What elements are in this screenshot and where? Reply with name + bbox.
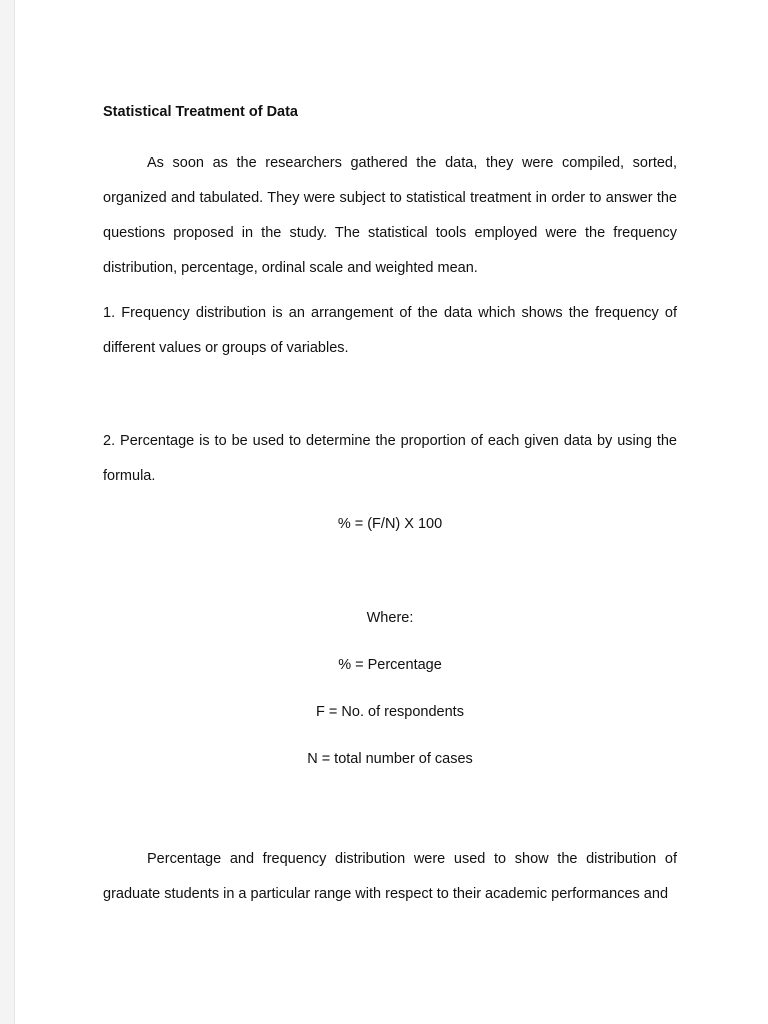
definition-f: F = No. of respondents	[316, 704, 464, 720]
list-item-frequency-distribution: 1. Frequency distribution is an arrangement of the data which shows the frequency of different values or groups of variables.	[103, 305, 677, 356]
percentage-formula: % = (F/N) X 100	[337, 516, 443, 532]
definition-n: N = total number of cases	[307, 751, 473, 767]
closing-paragraph: Percentage and frequency distribution were used to show the distribution of graduate students in a particular range with respect to their academic performances and	[103, 851, 677, 902]
definition-percent: % = Percentage	[338, 657, 442, 673]
section-heading: Statistical Treatment of Data	[103, 104, 298, 120]
document-body	[103, 100, 677, 912]
where-label: Where:	[366, 610, 414, 626]
list-item-percentage: 2. Percentage is to be used to determine the proportion of each given data by using the formula.	[103, 433, 677, 484]
document-page	[14, 0, 768, 1024]
intro-paragraph: As soon as the researchers gathered the data, they were compiled, sorted, organized and tabulated. They were subject to statistical treatment in order to answer the questions proposed in the study. The statistical tools employed were the frequency distribution, percentage, ordinal scale and weighted mean.	[103, 155, 677, 276]
